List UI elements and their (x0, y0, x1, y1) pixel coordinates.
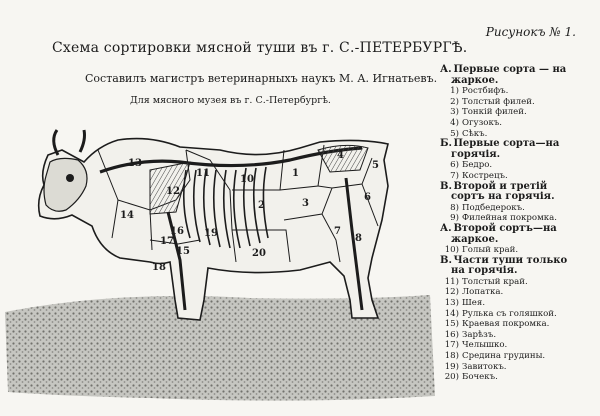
legend-category-cont: жаркое. (451, 233, 499, 245)
legend-item: 6) Бедро. (450, 160, 493, 171)
legend-item: 14) Рулька съ голяшкой. (444, 308, 557, 319)
legend-category: Б. Первые сорта—на (440, 138, 560, 150)
legend-item: 5) Сѣкъ. (450, 128, 488, 139)
legend-item: 11) Толстый край. (444, 276, 528, 287)
legend-item: 3) Тонкій филей. (450, 107, 527, 118)
legend-item: 18) Средина грудины. (444, 351, 546, 362)
legend-item: 9) Филейная покромка. (450, 213, 557, 224)
region-number: 17 (160, 236, 174, 247)
region-number: 16 (170, 226, 184, 237)
region-number: 12 (166, 186, 180, 197)
page-title: Схема сортировки мясной туши въ г. С.-ПЕТЕРБУРГѢ. (52, 40, 468, 56)
legend-category: А. Первые сорта — на (440, 64, 567, 75)
museum-line: Для мясного музея въ г. С.-Петербургѣ. (130, 95, 331, 106)
region-number: 6 (364, 192, 371, 203)
legend-item: 20) Бочекъ. (444, 372, 498, 383)
region-number: 7 (334, 226, 341, 237)
region-number: 4 (337, 150, 344, 161)
legend-item: 15) Краевая покромка. (444, 319, 550, 330)
legend-category-cont: жаркое. (451, 74, 499, 86)
legend-category-cont: на горячія. (451, 265, 518, 277)
region-number: 2 (258, 200, 265, 211)
region-number: 8 (355, 233, 362, 244)
legend-item: 1) Ростбифъ. (450, 86, 509, 97)
legend-item: 10) Голый край. (444, 245, 519, 256)
legend-category-cont: сортъ на горячія. (451, 191, 555, 203)
legend-item: 4) Огузокъ. (450, 117, 503, 128)
region-number: 18 (152, 262, 166, 273)
region-number: 14 (120, 210, 134, 221)
legend-item: 19) Завитокъ. (444, 361, 507, 372)
region-number: 19 (204, 228, 218, 239)
horn-left (54, 130, 58, 155)
region-number: 3 (302, 198, 309, 209)
eye-socket (66, 174, 74, 182)
beef-cut-diagram (0, 112, 436, 416)
legend-item: 8) Подбедерокъ. (450, 202, 525, 213)
horn-right (80, 130, 85, 152)
legend-category: А. Второй сортъ—на (440, 222, 557, 234)
region-number: 15 (176, 246, 190, 257)
region-number: 10 (240, 174, 254, 185)
region-number: 11 (196, 168, 210, 179)
author-line: Составилъ магистръ ветеринарныхъ наукъ М. А. Игнатьевъ. (85, 72, 438, 85)
legend-category: В. Второй и третій (440, 180, 548, 192)
legend-item: 13) Шея. (444, 298, 486, 309)
legend-item: 7) Кострецъ. (450, 170, 508, 181)
legend-category-cont: горячія. (451, 148, 501, 160)
region-number: 20 (252, 248, 266, 259)
region-number: 5 (372, 160, 379, 171)
region-number: 1 (292, 168, 299, 179)
legend-category: В. Части туши только (440, 254, 568, 266)
legend-item: 17) Челышко. (444, 340, 508, 351)
cut-legend (440, 65, 598, 383)
figure-label: Рисунокъ № 1. (485, 25, 576, 39)
region-number: 13 (128, 158, 142, 169)
legend-item: 2) Толстый филей. (450, 96, 535, 107)
legend-item: 12) Лопатка. (444, 287, 504, 298)
legend-item: 16) Зарѣзъ. (444, 329, 497, 340)
